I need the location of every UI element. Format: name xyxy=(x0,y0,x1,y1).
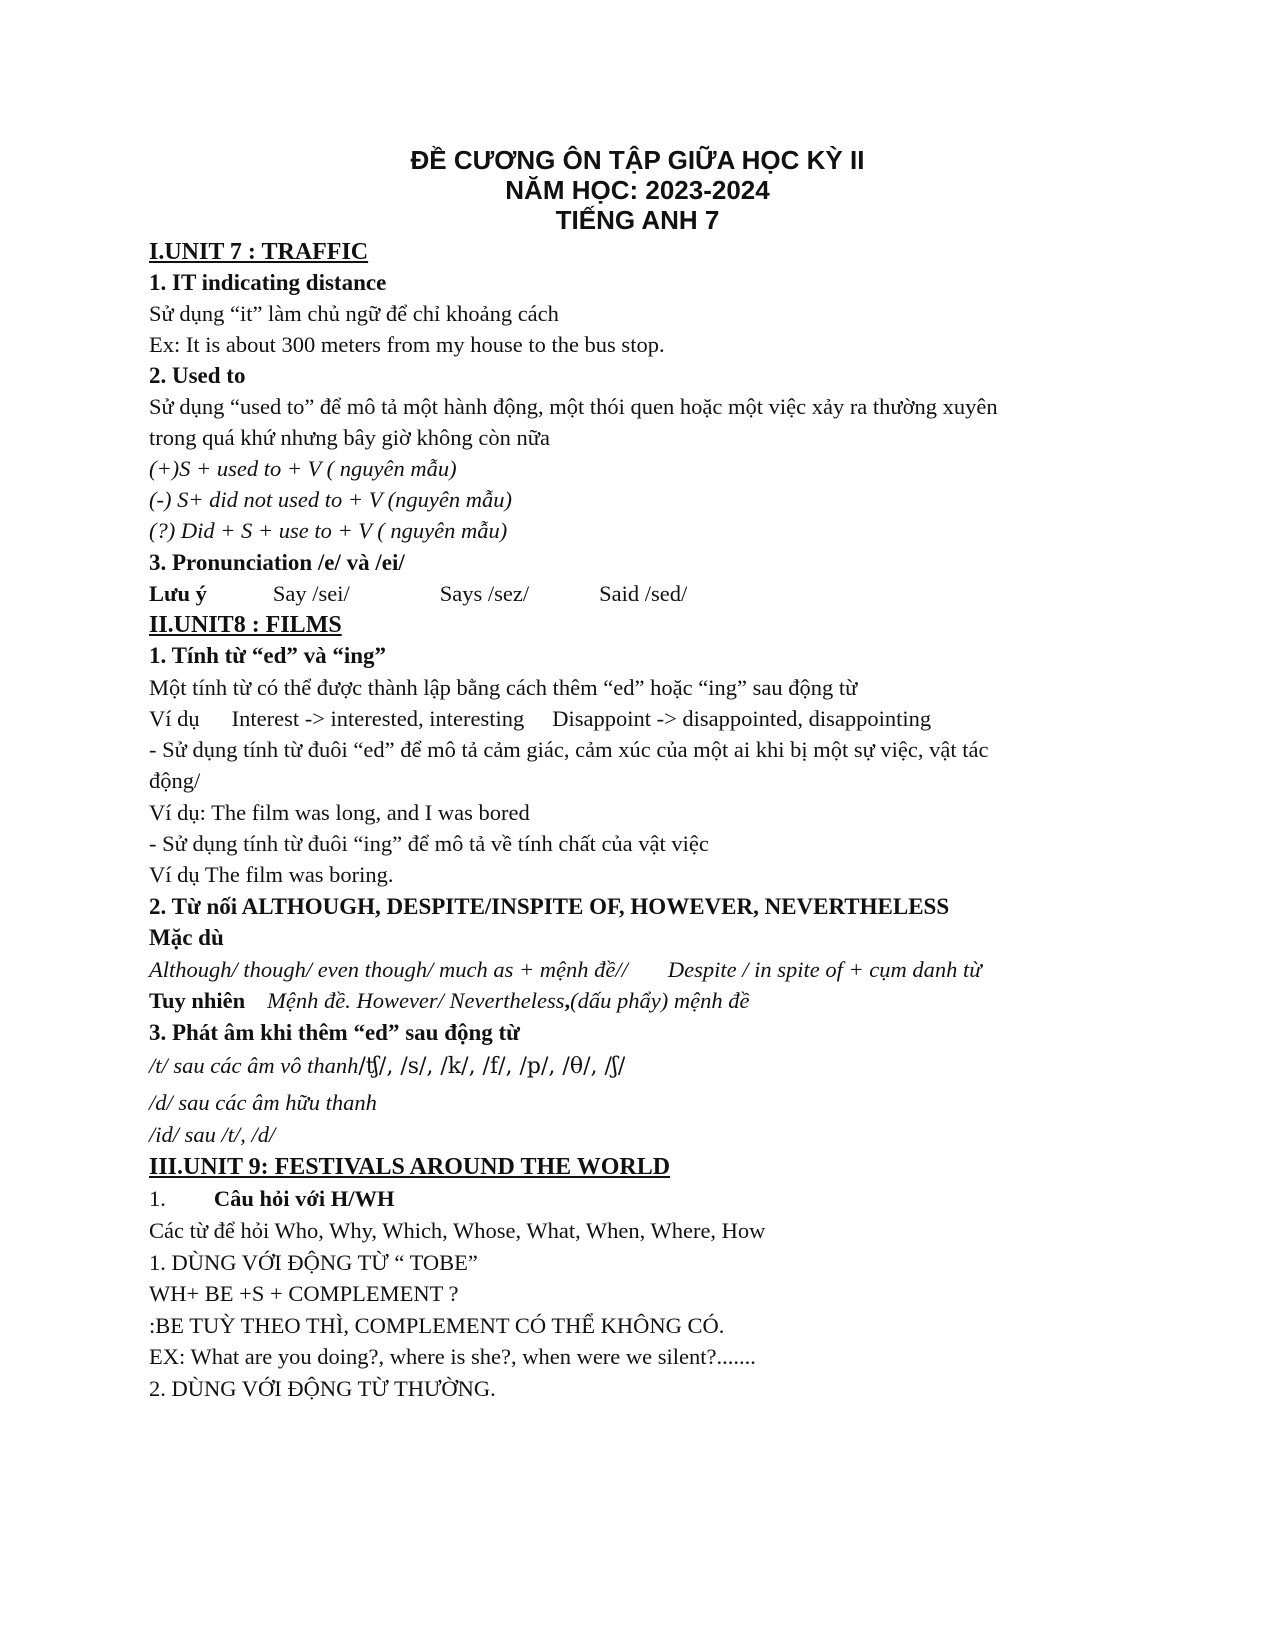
t-rule-label: /t/ sau các âm vô thanh xyxy=(149,1053,359,1078)
unit8-t-rule xyxy=(149,1051,625,1082)
unit7-pronunciation-note xyxy=(149,579,687,609)
unit8-section1-example xyxy=(149,704,931,734)
unit7-section1-title: 1. IT indicating distance xyxy=(149,270,387,295)
unit9-tobe-example: EX: What are you doing?, where is she?, when were we silent?....... xyxy=(149,1344,756,1369)
unit8-ed-usage-1: - Sử dụng tính từ đuôi “ed” để mô tả cảm giác, cảm xúc của một ai khi bị một sự việc, vật tác xyxy=(149,737,989,762)
example-interest: Interest -> interested, interesting xyxy=(231,706,525,731)
however-label: Tuy nhiên xyxy=(149,988,246,1013)
word-say: Say /sei/ xyxy=(272,581,350,606)
although-structure: Although/ though/ even though/ much as + mệnh đề// xyxy=(149,957,628,982)
example-disappoint: Disappoint -> disappointed, disappointing xyxy=(552,706,932,731)
unit7-formula-question: (?) Did + S + use to + V ( nguyên mẫu) xyxy=(149,518,508,543)
doc-title-line-3: TIẾNG ANH 7 xyxy=(555,205,720,235)
unit8-section3-title: 3. Phát âm khi thêm “ed” sau động từ xyxy=(149,1020,520,1045)
unit7-heading: I.UNIT 7 : TRAFFIC xyxy=(149,239,369,265)
unit9-section1-title xyxy=(149,1184,395,1214)
doc-title-line-1: ĐỀ CƯƠNG ÔN TẬP GIỮA HỌC KỲ II xyxy=(410,145,865,175)
unit8-ed-usage-2: động/ xyxy=(149,768,201,793)
example-label: Ví dụ xyxy=(149,706,200,731)
unit9-tobe-usage: 1. DÙNG VỚI ĐỘNG TỪ “ TOBE” xyxy=(149,1250,478,1275)
unit8-section1-title: 1. Tính từ “ed” và “ing” xyxy=(149,643,387,668)
note-label: Lưu ý xyxy=(149,581,207,606)
unit9-regular-verb-usage: 2. DÙNG VỚI ĐỘNG TỪ THƯỜNG. xyxy=(149,1376,496,1401)
unit7-formula-negative: (-) S+ did not used to + V (nguyên mẫu) xyxy=(149,487,513,512)
unit8-although-rule xyxy=(149,955,982,985)
unit8-however-rule xyxy=(149,986,749,1016)
unit7-section2-title: 2. Used to xyxy=(149,363,246,388)
unit8-although-label: Mặc dù xyxy=(149,925,224,950)
unit7-section1-desc: Sử dụng “it” làm chủ ngữ để chỉ khoảng cách xyxy=(149,301,559,326)
unit8-d-rule: /d/ sau các âm hữu thanh xyxy=(149,1090,377,1115)
unit8-id-rule: /id/ sau /t/, /d/ xyxy=(149,1122,276,1147)
unit8-ing-example: Ví dụ The film was boring. xyxy=(149,862,394,887)
word-said: Said /sed/ xyxy=(599,581,688,606)
unit9-question-words: Các từ để hỏi Who, Why, Which, Whose, What, When, Where, How xyxy=(149,1218,766,1243)
unit7-formula-positive: (+)S + used to + V ( nguyên mẫu) xyxy=(149,456,457,481)
word-says: Says /sez/ xyxy=(439,581,530,606)
unit8-ed-example: Ví dụ: The film was long, and I was bored xyxy=(149,800,530,825)
despite-structure: Despite / in spite of + cụm danh từ xyxy=(667,957,982,982)
section-title-text: Câu hỏi với H/WH xyxy=(213,1186,395,1211)
unit9-tobe-structure: WH+ BE +S + COMPLEMENT ? xyxy=(149,1281,459,1306)
unit7-section1-example: Ex: It is about 300 meters from my house to the bus stop. xyxy=(149,332,665,357)
doc-title-line-2: NĂM HỌC: 2023-2024 xyxy=(505,175,770,205)
however-structure: Mệnh đề. However/ Nevertheless xyxy=(267,988,565,1013)
unit8-ing-usage: - Sử dụng tính từ đuôi “ing” để mô tả về tính chất của vật việc xyxy=(149,831,709,856)
unit8-section2-title: 2. Từ nối ALTHOUGH, DESPITE/INSPITE OF, HOWEVER, NEVERTHELESS xyxy=(149,894,950,919)
unit8-section1-desc: Một tính từ có thể được thành lập bằng cách thêm “ed” hoặc “ing” sau động từ xyxy=(149,675,858,700)
comma-mark: , xyxy=(564,988,571,1013)
unit7-section2-desc-1: Sử dụng “used to” để mô tả một hành động, một thói quen hoặc một việc xảy ra thường xuyên xyxy=(149,394,998,419)
t-rule-ipa: /ʧ/, /s/, /k/, /f/, /p/, /θ/, /ʃ/ xyxy=(358,1054,626,1079)
unit9-tobe-note: :BE TUỲ THEO THÌ, COMPLEMENT CÓ THỂ KHÔNG CÓ. xyxy=(149,1313,725,1338)
unit7-section2-desc-2: trong quá khứ nhưng bây giờ không còn nữa xyxy=(149,425,550,450)
unit8-heading: II.UNIT8 : FILMS xyxy=(149,612,342,638)
section-number: 1. xyxy=(149,1186,166,1211)
unit9-heading: III.UNIT 9: FESTIVALS AROUND THE WORLD xyxy=(149,1154,671,1180)
unit7-section3-title: 3. Pronunciation /e/ và /ei/ xyxy=(149,550,405,575)
however-structure-end: (dấu phẩy) mệnh đề xyxy=(570,988,750,1013)
